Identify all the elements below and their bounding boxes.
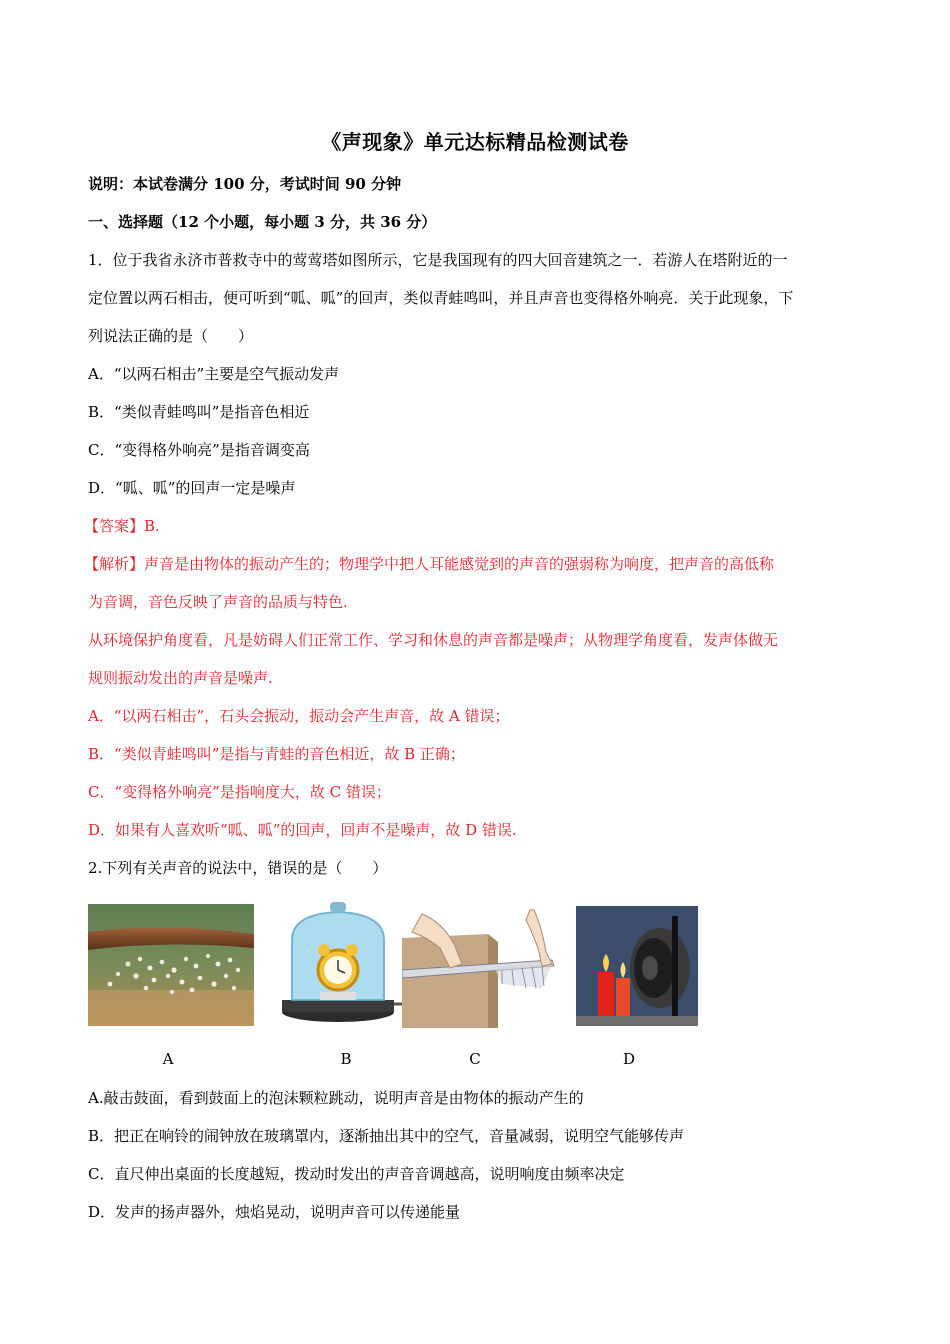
q2-option-c: C．直尺伸出桌面的长度越短，拨动时发出的声音音调越高，说明响度由频率决定 [88,1165,625,1183]
page-title: 《声现象》单元达标精品检测试卷 [321,130,629,154]
q1-analysis-line-1 [84,554,864,574]
answer-value: B. [144,517,160,535]
q1-analysis-line-2: 为音调，音色反映了声音的品质与特色. [88,593,348,611]
instructions: 说明：本试卷满分 100 分，考试时间 90 分钟 [88,175,402,193]
q1-stem-line-1: 1．位于我省永济市普救寺中的莺莺塔如图所示，它是我国现有的四大回音建筑之一．若游人在塔附近的一 [88,251,788,269]
q2-option-d: D．发声的扬声器外，烛焰晃动，说明声音可以传递能量 [88,1203,461,1221]
q1-stem-line-2: 定位置以两石相击，便可听到“呱、呱”的回声，类似青蛙鸣叫，并且声音也变得格外响亮．关于此现象，下 [88,289,794,307]
q1-analysis-line-6: B．“类似青蛙鸣叫”是指与青蛙的音色相近，故 B 正确； [88,745,465,763]
q2-caption-b: B [340,1050,352,1068]
q2-image-a-drum [88,904,254,1026]
q1-analysis-line-7: C．“变得格外响亮”是指响度大，故 C 错误； [88,783,391,801]
q1-option-c: C．“变得格外响亮”是指音调变高 [88,441,310,459]
q2-caption-d: D [622,1050,636,1068]
q1-option-b: B．“类似青蛙鸣叫”是指音色相近 [88,403,310,421]
q2-option-b: B．把正在响铃的闹钟放在玻璃罩内，逐渐抽出其中的空气，音量减弱，说明空气能够传声 [88,1127,685,1145]
q1-option-a: A．“以两石相击”主要是空气振动发声 [88,365,340,383]
q2-caption-c: C [469,1050,481,1068]
q2-image-d-speaker-candle [576,906,698,1026]
q1-analysis-line-8: D．如果有人喜欢听“呱、呱”的回声，回声不是噪声，故 D 错误. [88,821,517,839]
section-heading: 一、选择题（12 个小题，每小题 3 分，共 36 分） [88,213,437,231]
answer-label: 【答案】 [84,517,145,535]
q1-analysis-line-4: 规则振动发出的声音是噪声. [88,669,273,687]
analysis-text: 声音是由物体的振动产生的；物理学中把人耳能感觉到的声音的强弱称为响度，把声音的高低称 [144,555,775,573]
q2-image-b-bell-jar [268,900,424,1026]
q2-stem: 2.下列有关声音的说法中，错误的是（ ） [88,859,388,877]
q1-analysis-line-5: A．“以两石相击”，石头会振动，振动会产生声音，故 A 错误； [88,707,510,725]
q1-option-d: D．“呱、呱”的回声一定是噪声 [88,479,296,497]
q1-analysis-line-3: 从环境保护角度看，凡是妨碍人们正常工作、学习和休息的声音都是噪声；从物理学角度看，发声体做无 [88,631,779,649]
q1-answer [84,516,864,536]
q2-image-c-ruler [402,908,558,1028]
q1-stem-line-3: 列说法正确的是（ ） [88,327,254,345]
analysis-label: 【解析】 [84,555,145,573]
q2-option-a: A.敲击鼓面，看到鼓面上的泡沫颗粒跳动，说明声音是由物体的振动产生的 [88,1089,584,1107]
q2-caption-a: A [162,1050,174,1068]
